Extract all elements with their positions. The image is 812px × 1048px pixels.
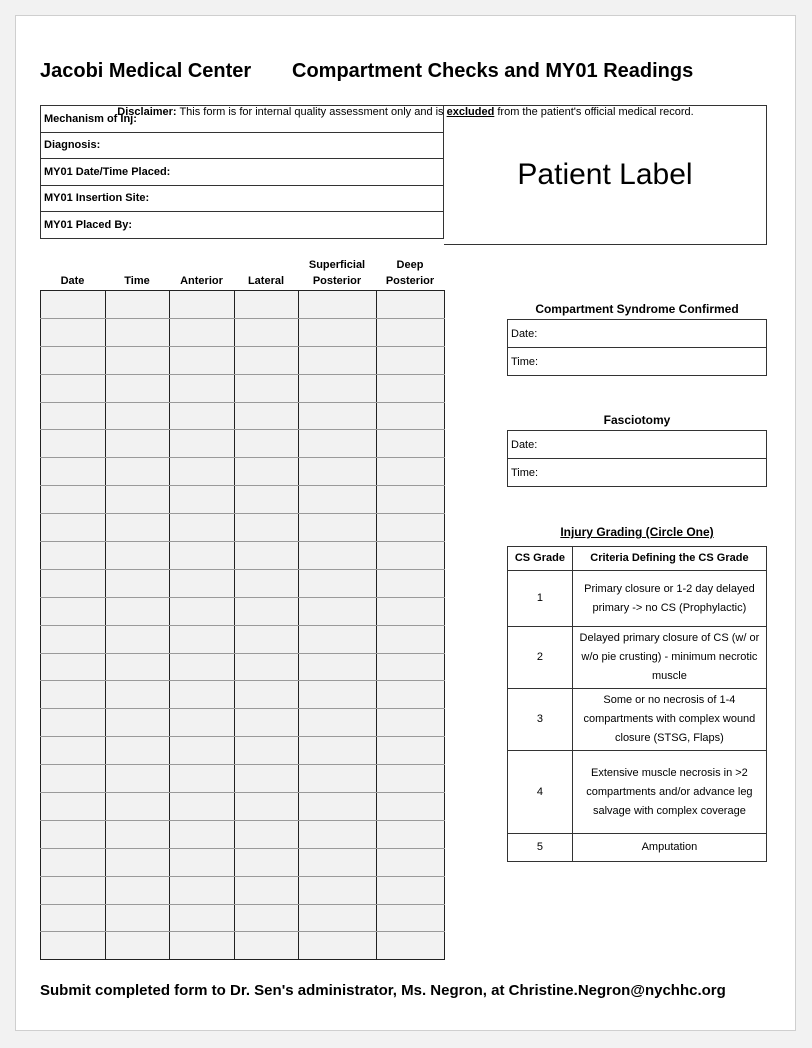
reading-cell[interactable] <box>299 765 377 793</box>
cs-confirmed-time-field[interactable]: Time: <box>508 348 767 376</box>
reading-cell[interactable] <box>235 597 299 625</box>
reading-cell[interactable] <box>170 514 235 542</box>
reading-cell[interactable] <box>170 486 235 514</box>
form-page <box>15 15 796 1031</box>
disclaimer-text-1: This form is for internal quality assessment only and is <box>179 106 444 118</box>
reading-cell[interactable] <box>377 653 445 681</box>
reading-cell[interactable] <box>106 514 170 542</box>
reading-cell[interactable] <box>377 848 445 876</box>
reading-cell[interactable] <box>377 625 445 653</box>
reading-cell[interactable] <box>299 569 377 597</box>
reading-cell[interactable] <box>106 904 170 932</box>
table-row <box>41 904 445 932</box>
patient-label-text: Patient Label <box>517 158 693 191</box>
reading-cell[interactable] <box>299 514 377 542</box>
reading-cell[interactable] <box>106 737 170 765</box>
reading-cell[interactable] <box>106 681 170 709</box>
reading-cell[interactable] <box>235 318 299 346</box>
reading-cell[interactable] <box>106 793 170 821</box>
info-field-my01-datetime[interactable]: MY01 Date/Time Placed: <box>41 159 444 186</box>
reading-cell[interactable] <box>235 458 299 486</box>
reading-cell[interactable] <box>41 458 106 486</box>
info-field-mechanism[interactable]: Mechanism of Inj: <box>41 106 444 133</box>
reading-cell[interactable] <box>41 793 106 821</box>
reading-cell[interactable] <box>235 291 299 319</box>
reading-cell[interactable] <box>299 681 377 709</box>
cs-confirmed-table <box>507 319 767 376</box>
reading-cell[interactable] <box>41 346 106 374</box>
table-row <box>41 653 445 681</box>
patient-label-box <box>444 105 767 245</box>
reading-cell[interactable] <box>299 374 377 402</box>
table-row <box>41 681 445 709</box>
table-row <box>41 597 445 625</box>
grading-header-criteria: Criteria Defining the CS Grade <box>572 547 766 571</box>
reading-cell[interactable] <box>170 653 235 681</box>
table-row <box>41 848 445 876</box>
reading-cell[interactable] <box>106 625 170 653</box>
reading-cell[interactable] <box>41 318 106 346</box>
reading-cell[interactable] <box>106 932 170 960</box>
reading-cell[interactable] <box>377 904 445 932</box>
reading-cell[interactable] <box>377 597 445 625</box>
reading-cell[interactable] <box>106 765 170 793</box>
reading-cell[interactable] <box>170 709 235 737</box>
reading-cell[interactable] <box>41 765 106 793</box>
info-field-my01-placed-by[interactable]: MY01 Placed By: <box>41 212 444 239</box>
reading-cell[interactable] <box>170 430 235 458</box>
reading-cell[interactable] <box>41 709 106 737</box>
readings-grid <box>40 290 445 960</box>
reading-cell[interactable] <box>170 820 235 848</box>
reading-cell[interactable] <box>106 486 170 514</box>
table-row <box>41 514 445 542</box>
reading-cell[interactable] <box>299 932 377 960</box>
reading-cell[interactable] <box>235 876 299 904</box>
table-row <box>41 625 445 653</box>
table-row <box>41 542 445 570</box>
table-row <box>41 793 445 821</box>
grade-1[interactable]: 1 <box>508 571 573 627</box>
info-field-my01-site[interactable]: MY01 Insertion Site: <box>41 185 444 212</box>
reading-cell[interactable] <box>299 653 377 681</box>
reading-cell[interactable] <box>235 430 299 458</box>
reading-cell[interactable] <box>170 876 235 904</box>
reading-cell[interactable] <box>377 486 445 514</box>
reading-cell[interactable] <box>170 402 235 430</box>
reading-cell[interactable] <box>377 681 445 709</box>
reading-cell[interactable] <box>41 514 106 542</box>
reading-cell[interactable] <box>377 932 445 960</box>
col-header-anterior: Anterior <box>180 275 223 287</box>
reading-cell[interactable] <box>170 932 235 960</box>
table-row <box>41 430 445 458</box>
reading-cell[interactable] <box>377 569 445 597</box>
reading-cell[interactable] <box>41 542 106 570</box>
fasciotomy-title: Fasciotomy <box>603 413 671 427</box>
reading-cell[interactable] <box>41 653 106 681</box>
injury-grading-title: Injury Grading (Circle One) <box>560 525 714 539</box>
injury-grading-table <box>507 546 767 862</box>
table-row <box>41 402 445 430</box>
reading-cell[interactable] <box>106 569 170 597</box>
reading-cell[interactable] <box>377 793 445 821</box>
reading-cell[interactable] <box>41 374 106 402</box>
table-row <box>41 458 445 486</box>
reading-cell[interactable] <box>299 430 377 458</box>
reading-cell[interactable] <box>106 848 170 876</box>
reading-cell[interactable] <box>235 569 299 597</box>
table-row <box>41 318 445 346</box>
reading-cell[interactable] <box>41 597 106 625</box>
reading-cell[interactable] <box>299 291 377 319</box>
reading-cell[interactable] <box>299 542 377 570</box>
reading-cell[interactable] <box>299 486 377 514</box>
reading-cell[interactable] <box>170 458 235 486</box>
footer-instructions: Submit completed form to Dr. Sen's administrator, Ms. Negron, at Christine.Negron@nychhc.org <box>40 982 726 999</box>
table-row <box>41 737 445 765</box>
grade-2-criteria: Delayed primary closure of CS (w/ or w/o pie crusting) - minimum necrotic muscle <box>572 627 766 689</box>
reading-cell[interactable] <box>235 653 299 681</box>
reading-cell[interactable] <box>170 569 235 597</box>
reading-cell[interactable] <box>106 318 170 346</box>
table-row <box>41 346 445 374</box>
reading-cell[interactable] <box>41 569 106 597</box>
reading-cell[interactable] <box>41 904 106 932</box>
reading-cell[interactable] <box>235 765 299 793</box>
reading-cell[interactable] <box>170 597 235 625</box>
table-row <box>41 291 445 319</box>
col-header-time: Time <box>124 275 150 287</box>
info-fields-table <box>40 105 444 239</box>
reading-cell[interactable] <box>299 848 377 876</box>
reading-cell[interactable] <box>170 737 235 765</box>
reading-cell[interactable] <box>235 709 299 737</box>
reading-cell[interactable] <box>299 346 377 374</box>
table-row <box>41 876 445 904</box>
reading-cell[interactable] <box>106 402 170 430</box>
grade-2[interactable]: 2 <box>508 627 573 689</box>
reading-cell[interactable] <box>377 542 445 570</box>
reading-cell[interactable] <box>170 848 235 876</box>
reading-cell[interactable] <box>377 458 445 486</box>
reading-cell[interactable] <box>41 848 106 876</box>
reading-cell[interactable] <box>299 402 377 430</box>
reading-cell[interactable] <box>377 765 445 793</box>
reading-cell[interactable] <box>235 848 299 876</box>
reading-cell[interactable] <box>41 486 106 514</box>
disclaimer-emphasis: excluded <box>446 106 495 118</box>
reading-cell[interactable] <box>106 653 170 681</box>
reading-cell[interactable] <box>106 876 170 904</box>
reading-cell[interactable] <box>41 820 106 848</box>
reading-cell[interactable] <box>299 458 377 486</box>
reading-cell[interactable] <box>170 346 235 374</box>
grade-3-criteria: Some or no necrosis of 1-4 compartments with complex wound closure (STSG, Flaps) <box>572 689 766 751</box>
grade-1-criteria: Primary closure or 1-2 day delayed primary -> no CS (Prophylactic) <box>572 571 766 627</box>
reading-cell[interactable] <box>41 681 106 709</box>
reading-cell[interactable] <box>377 737 445 765</box>
disclaimer-text-2: from the patient's official medical record. <box>497 106 694 118</box>
grade-4-criteria: Extensive muscle necrosis in >2 compartments and/or advance leg salvage with complex coverage <box>572 751 766 834</box>
reading-cell[interactable] <box>377 402 445 430</box>
col-header-date: Date <box>60 275 85 287</box>
reading-cell[interactable] <box>106 430 170 458</box>
reading-cell[interactable] <box>106 458 170 486</box>
reading-cell[interactable] <box>299 709 377 737</box>
reading-cell[interactable] <box>41 430 106 458</box>
reading-cell[interactable] <box>235 402 299 430</box>
table-row <box>41 374 445 402</box>
fasciotomy-date-field[interactable]: Date: <box>508 431 767 459</box>
reading-cell[interactable] <box>377 318 445 346</box>
reading-cell[interactable] <box>106 542 170 570</box>
reading-cell[interactable] <box>299 820 377 848</box>
reading-cell[interactable] <box>170 374 235 402</box>
cs-confirmed-date-field[interactable]: Date: <box>508 320 767 348</box>
reading-cell[interactable] <box>377 876 445 904</box>
reading-cell[interactable] <box>106 346 170 374</box>
grade-5[interactable]: 5 <box>508 834 573 862</box>
reading-cell[interactable] <box>235 346 299 374</box>
reading-cell[interactable] <box>170 291 235 319</box>
reading-cell[interactable] <box>106 291 170 319</box>
table-row <box>41 765 445 793</box>
reading-cell[interactable] <box>106 709 170 737</box>
reading-cell[interactable] <box>106 374 170 402</box>
grading-header-grade: CS Grade <box>508 547 573 571</box>
reading-cell[interactable] <box>170 904 235 932</box>
reading-cell[interactable] <box>377 346 445 374</box>
fasciotomy-time-field[interactable]: Time: <box>508 459 767 487</box>
reading-cell[interactable] <box>377 514 445 542</box>
table-row <box>41 820 445 848</box>
reading-cell[interactable] <box>299 597 377 625</box>
reading-cell[interactable] <box>299 625 377 653</box>
reading-cell[interactable] <box>235 625 299 653</box>
reading-cell[interactable] <box>41 291 106 319</box>
table-row <box>41 932 445 960</box>
reading-cell[interactable] <box>235 681 299 709</box>
disclaimer-label: Disclaimer: <box>117 106 177 118</box>
reading-cell[interactable] <box>299 876 377 904</box>
col-header-superficial-posterior: Superficial Posterior <box>308 259 366 287</box>
grade-4[interactable]: 4 <box>508 751 573 834</box>
reading-cell[interactable] <box>299 793 377 821</box>
reading-cell[interactable] <box>106 820 170 848</box>
info-field-diagnosis[interactable]: Diagnosis: <box>41 132 444 159</box>
reading-cell[interactable] <box>170 793 235 821</box>
reading-cell[interactable] <box>235 486 299 514</box>
reading-cell[interactable] <box>170 542 235 570</box>
reading-cell[interactable] <box>41 625 106 653</box>
table-row <box>41 569 445 597</box>
reading-cell[interactable] <box>170 625 235 653</box>
grade-5-criteria: Amputation <box>572 834 766 862</box>
reading-cell[interactable] <box>377 709 445 737</box>
org-title: Jacobi Medical Center <box>40 60 252 82</box>
reading-cell[interactable] <box>299 904 377 932</box>
reading-cell[interactable] <box>235 932 299 960</box>
reading-cell[interactable] <box>235 793 299 821</box>
reading-cell[interactable] <box>299 318 377 346</box>
reading-cell[interactable] <box>235 820 299 848</box>
reading-cell[interactable] <box>377 430 445 458</box>
reading-cell[interactable] <box>235 737 299 765</box>
reading-cell[interactable] <box>170 318 235 346</box>
reading-cell[interactable] <box>41 876 106 904</box>
form-title: Compartment Checks and MY01 Readings <box>292 60 694 82</box>
table-row <box>41 486 445 514</box>
reading-cell[interactable] <box>106 597 170 625</box>
reading-cell[interactable] <box>41 737 106 765</box>
cs-confirmed-title: Compartment Syndrome Confirmed <box>535 302 739 316</box>
reading-cell[interactable] <box>299 737 377 765</box>
reading-cell[interactable] <box>170 681 235 709</box>
reading-cell[interactable] <box>377 291 445 319</box>
reading-cell[interactable] <box>235 514 299 542</box>
col-header-deep-posterior: Deep Posterior <box>385 259 435 287</box>
reading-cell[interactable] <box>170 765 235 793</box>
col-header-lateral: Lateral <box>247 275 285 287</box>
fasciotomy-table <box>507 430 767 487</box>
reading-cell[interactable] <box>41 402 106 430</box>
reading-cell[interactable] <box>235 374 299 402</box>
table-row <box>41 709 445 737</box>
reading-cell[interactable] <box>377 820 445 848</box>
reading-cell[interactable] <box>377 374 445 402</box>
reading-cell[interactable] <box>41 932 106 960</box>
reading-cell[interactable] <box>235 904 299 932</box>
reading-cell[interactable] <box>235 542 299 570</box>
grade-3[interactable]: 3 <box>508 689 573 751</box>
